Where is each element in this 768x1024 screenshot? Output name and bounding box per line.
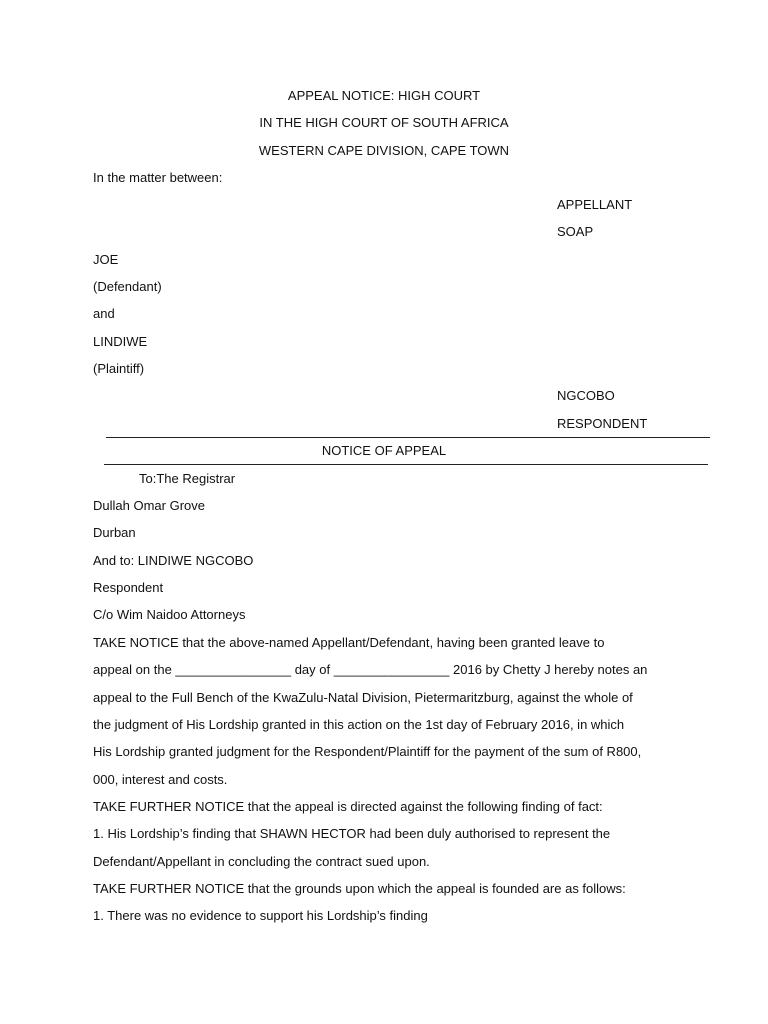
respondent-line: Respondent	[93, 580, 164, 595]
body-line: TAKE NOTICE that the above-named Appellant/Defendant, having been granted leave to	[93, 635, 605, 650]
to-registrar: To:The Registrar	[139, 471, 236, 486]
respondent-role: (Plaintiff)	[93, 361, 145, 376]
document-title: APPEAL NOTICE: HIGH COURT	[287, 88, 481, 103]
top-rule	[106, 437, 710, 438]
body-line: His Lordship granted judgment for the Respondent/Plaintiff for the payment of the sum of R800,	[93, 744, 642, 759]
address-line-2: Durban	[93, 525, 136, 540]
respondent-label: RESPONDENT	[557, 416, 648, 431]
body-line: TAKE FURTHER NOTICE that the appeal is directed against the following finding of fact:	[93, 799, 603, 814]
respondent-name: LINDIWE	[93, 334, 148, 349]
body-line: appeal on the ________________ day of ________________ 2016 by Chetty J hereby notes an	[93, 662, 648, 677]
bottom-rule	[104, 464, 708, 465]
matter-intro: In the matter between:	[93, 170, 223, 185]
body-line: TAKE FURTHER NOTICE that the grounds upon which the appeal is founded are as follows:	[93, 881, 626, 896]
body-line: 1. There was no evidence to support his Lordship’s finding	[93, 908, 428, 923]
address-line-1: Dullah Omar Grove	[93, 498, 205, 513]
appellant-role: (Defendant)	[93, 279, 162, 294]
body-line: 000, interest and costs.	[93, 772, 228, 787]
respondent-surname: NGCOBO	[557, 388, 615, 403]
body-line: the judgment of His Lordship granted in this action on the 1st day of February 2016, in which	[93, 717, 625, 732]
care-of-line: C/o Wim Naidoo Attorneys	[93, 607, 246, 622]
body-line: 1. His Lordship’s finding that SHAWN HECTOR had been duly authorised to represent the	[93, 826, 611, 841]
body-line: Defendant/Appellant in concluding the contract sued upon.	[93, 854, 430, 869]
notice-heading: NOTICE OF APPEAL	[321, 443, 447, 458]
appellant-label: APPELLANT	[557, 197, 633, 212]
and-to-line: And to: LINDIWE NGCOBO	[93, 553, 254, 568]
appellant-surname: SOAP	[557, 224, 594, 239]
body-line: appeal to the Full Bench of the KwaZulu-Natal Division, Pietermaritzburg, against the whole of	[93, 690, 633, 705]
division-name: WESTERN CAPE DIVISION, CAPE TOWN	[258, 143, 510, 158]
court-name: IN THE HIGH COURT OF SOUTH AFRICA	[259, 115, 509, 130]
appellant-name: JOE	[93, 252, 119, 267]
and-separator: and	[93, 306, 115, 321]
